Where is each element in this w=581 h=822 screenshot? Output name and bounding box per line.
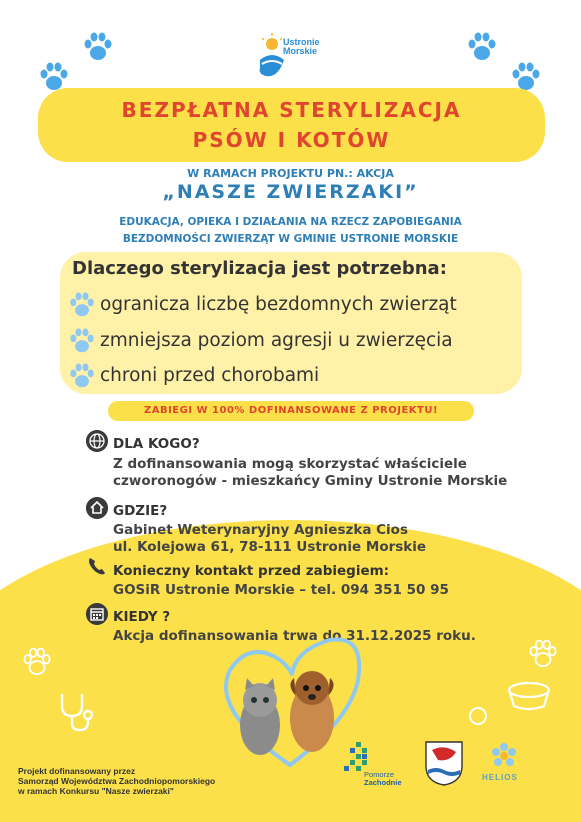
pomorze-zachodnie-text	[364, 771, 402, 787]
who-line-1: Z dofinansowania mogą skorzystać właściciele	[113, 456, 467, 472]
why-item: ogranicza liczbę bezdomnych zwierząt	[100, 294, 457, 315]
pomorze-line-2: Zachodnie	[364, 778, 402, 787]
project-description-line-1: EDUKACJA, OPIEKA I DZIAŁANIA NA RZECZ ZAPOBIEGANIA	[119, 216, 462, 228]
who-title: DLA KOGO?	[113, 436, 200, 452]
contact-title: Konieczny kontakt przed zabiegiem:	[113, 563, 390, 579]
logo-text	[283, 38, 320, 56]
paw-icon	[68, 292, 96, 318]
footer-line-2: Samorząd Województwa Zachodniopomorskiego	[18, 776, 216, 786]
coat-of-arms-icon	[424, 740, 464, 786]
where-line-2: ul. Kolejowa 61, 78-111 Ustronie Morskie	[113, 539, 427, 555]
funding-footer	[18, 766, 215, 796]
phone-icon	[86, 555, 108, 577]
who-line-2: czworonogów - mieszkańcy Gminy Ustronie Morskie	[113, 473, 508, 489]
why-title: Dlaczego sterylizacja jest potrzebna:	[72, 258, 447, 279]
funding-banner: ZABIEGI W 100% DOFINANSOWANE Z PROJEKTU!	[108, 401, 474, 421]
when-line: Akcja dofinansowania trwa do 31.12.2025 roku.	[113, 628, 476, 644]
calendar-icon	[86, 603, 108, 625]
home-icon	[86, 497, 108, 519]
paw-icon	[22, 648, 52, 676]
helios-logo-icon	[490, 742, 518, 770]
globe-icon	[86, 430, 108, 452]
paw-icon	[528, 640, 558, 668]
project-intro: W RAMACH PROJEKTU PN.: AKCJA	[187, 167, 394, 180]
paw-icon	[68, 363, 96, 389]
ball-icon	[468, 706, 488, 726]
project-name: „NASZE ZWIERZAKI”	[162, 181, 419, 203]
stethoscope-icon	[56, 690, 100, 734]
title-banner	[38, 88, 545, 162]
where-text	[113, 522, 426, 556]
when-title: KIEDY ?	[113, 609, 171, 625]
helios-text: HELIOS	[482, 773, 518, 782]
title-line-1: BEZPŁATNA STERYLIZACJA	[121, 98, 462, 122]
project-description-line-2: BEZDOMNOŚCI ZWIERZĄT W GMINIE USTRONIE MORSKIE	[122, 233, 459, 245]
footer-line-3: w ramach Konkursu "Nasze zwierzaki"	[18, 786, 174, 796]
contact-line: GOSiR Ustronie Morskie – tel. 094 351 50 95	[113, 582, 449, 598]
bowl-icon	[506, 680, 552, 712]
logo-line-1: Ustronie	[283, 37, 320, 47]
where-line-1: Gabinet Weterynaryjny Agnieszka Cios	[113, 522, 408, 538]
paw-icon	[68, 328, 96, 354]
pomorze-line-1: Pomorze	[364, 770, 395, 779]
paw-icon	[82, 32, 114, 62]
why-item: zmniejsza poziom agresji u zwierzęcia	[100, 330, 453, 351]
where-title: GDZIE?	[113, 503, 168, 519]
project-description	[0, 214, 581, 248]
paw-icon	[466, 32, 498, 62]
who-text	[113, 456, 507, 490]
why-item: chroni przed chorobami	[100, 365, 320, 386]
logo-line-2: Morskie	[283, 46, 318, 56]
footer-line-1: Projekt dofinansowany przez	[18, 766, 136, 776]
title-line-2: PSÓW I KOTÓW	[192, 128, 391, 152]
